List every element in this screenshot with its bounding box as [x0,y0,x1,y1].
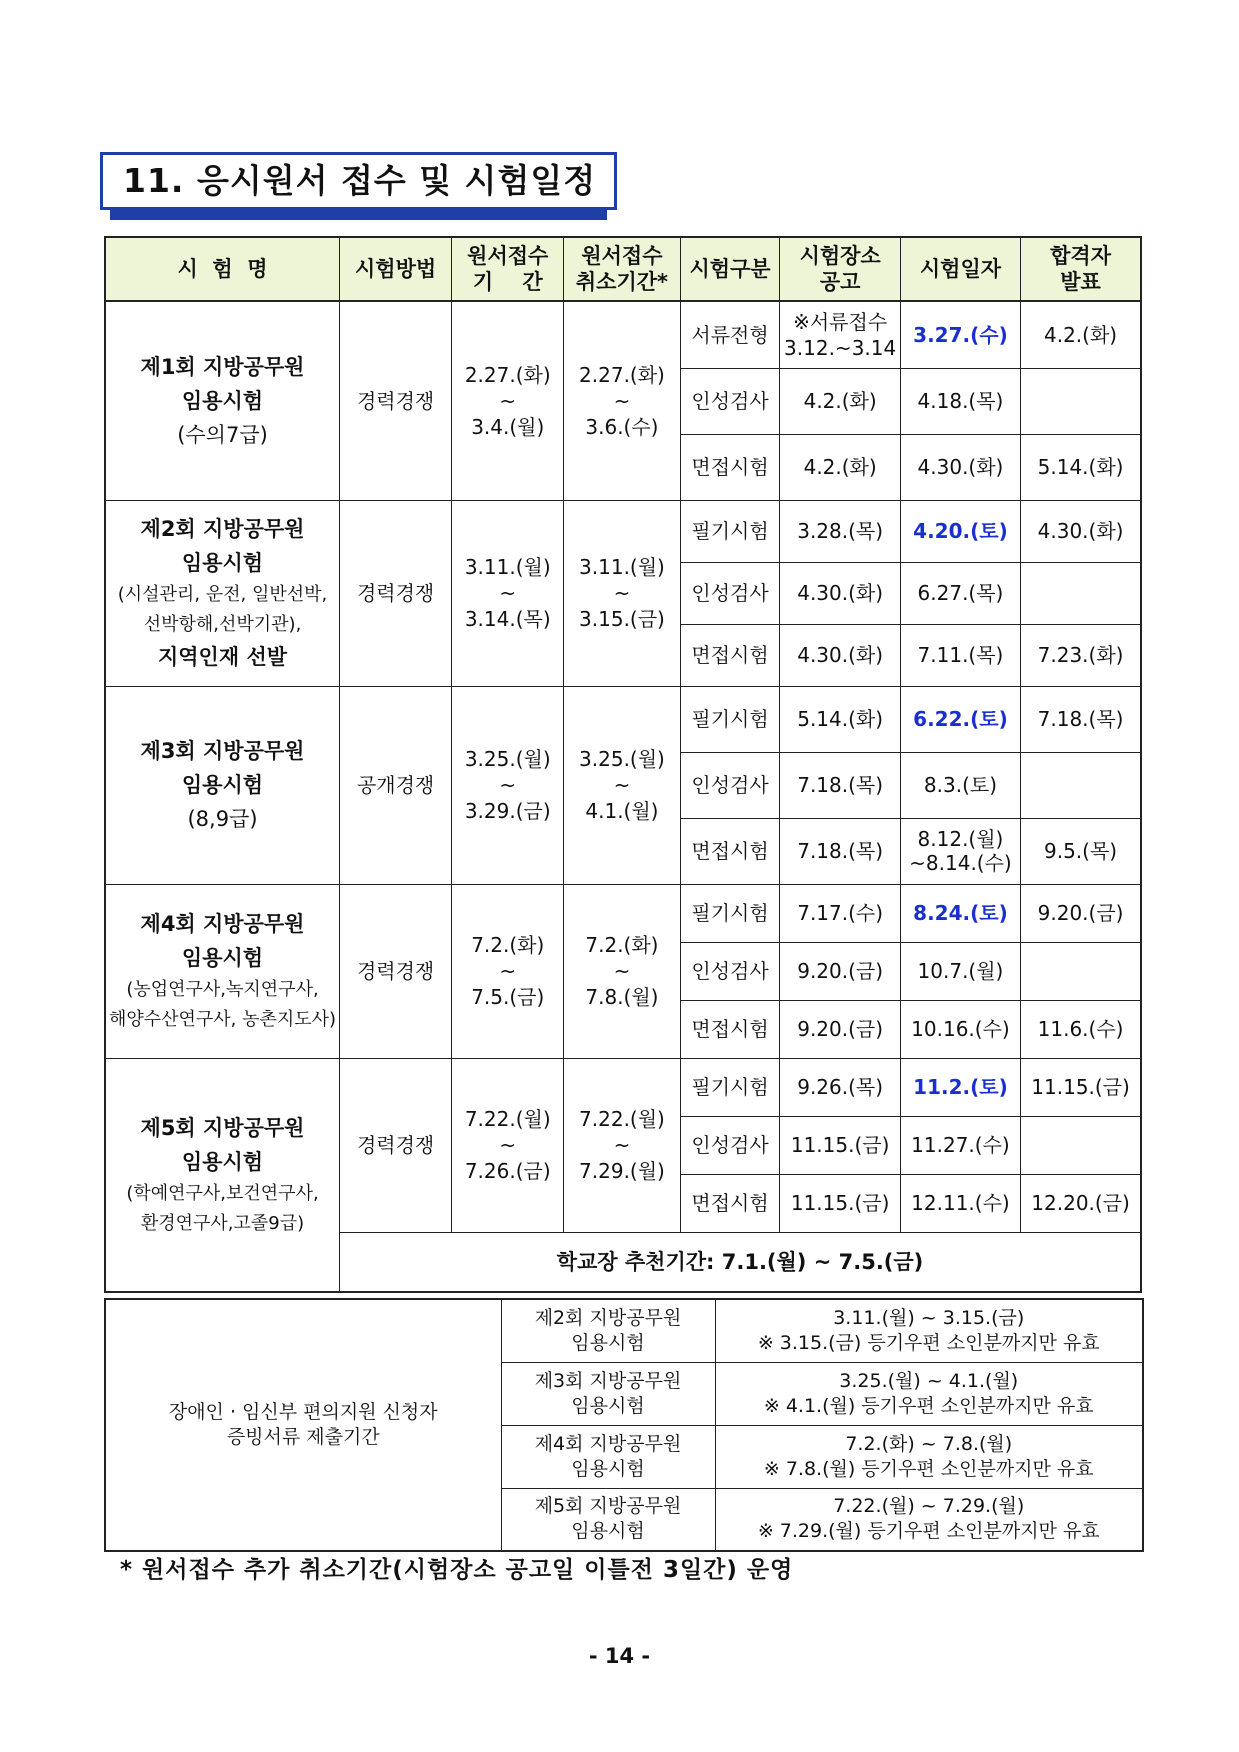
stage-type: 면접시험 [680,1174,780,1232]
exam-date: 11.27.(수) [900,1116,1020,1174]
venue-notice: 4.2.(화) [780,368,900,434]
apply-period: 7.22.(월) ~ 7.26.(금) [452,1058,564,1232]
result-date [1021,1116,1141,1174]
stage-type: 인성검사 [680,562,780,624]
exam-date: 8.24.(토) [900,884,1020,942]
cancel-period: 3.25.(월) ~ 4.1.(월) [564,686,680,884]
exam-name-cell: 제1회 지방공무원 임용시험 (수의7급) [105,301,340,500]
table-row [105,1299,1143,1362]
cancel-period: 2.27.(화) ~ 3.6.(수) [564,301,680,500]
header-exam-type: 시험구분 [680,237,780,301]
exam-date: 10.16.(수) [900,1000,1020,1058]
table-row [105,500,1141,562]
exam-date: 3.27.(수) [900,301,1020,368]
exam-date: 6.27.(목) [900,562,1020,624]
stage-type: 면접시험 [680,624,780,686]
accommodation-period: 7.22.(월) ~ 7.29.(월) ※ 7.29.(월) 등기우편 소인분까지만 유효 [715,1488,1143,1551]
venue-notice: 3.28.(목) [780,500,900,562]
cancel-period-footnote: * 원서접수 추가 취소기간(시험장소 공고일 이틀전 3일간) 운영 [120,1557,794,1583]
accommodation-period: 7.2.(화) ~ 7.8.(월) ※ 7.8.(월) 등기우편 소인분까지만 유효 [715,1425,1143,1488]
result-date: 9.20.(금) [1021,884,1141,942]
exam-date: 8.12.(월) ~8.14.(수) [900,818,1020,884]
header-exam-name: 시 험 명 [105,237,340,301]
accommodation-exam: 제2회 지방공무원 임용시험 [501,1299,715,1362]
venue-notice: 9.26.(목) [780,1058,900,1116]
cancel-period: 7.2.(화) ~ 7.8.(월) [564,884,680,1058]
accommodation-exam: 제3회 지방공무원 임용시험 [501,1362,715,1425]
venue-notice: 4.2.(화) [780,434,900,500]
exam-date: 7.11.(목) [900,624,1020,686]
exam-date: 10.7.(월) [900,942,1020,1000]
section-title: 11. 응시원서 접수 및 시험일정 [100,152,617,210]
table-row [105,884,1141,942]
result-date [1021,562,1141,624]
exam-name-cell: 제4회 지방공무원 임용시험 (농업연구사,녹지연구사, 해양수산연구사, 농촌지도사) [105,884,340,1058]
stage-type: 면접시험 [680,818,780,884]
apply-period: 7.2.(화) ~ 7.5.(금) [452,884,564,1058]
venue-notice: 11.15.(금) [780,1174,900,1232]
stage-type: 인성검사 [680,368,780,434]
exam-method: 공개경쟁 [340,686,452,884]
table-row [105,301,1141,368]
page-number: - 14 - [588,1644,651,1668]
result-date: 9.5.(목) [1021,818,1141,884]
exam-date: 12.11.(수) [900,1174,1020,1232]
header-apply-period: 원서접수 기 간 [452,237,564,301]
accommodation-exam: 제5회 지방공무원 임용시험 [501,1488,715,1551]
result-date: 12.20.(금) [1021,1174,1141,1232]
school-recommendation-note: 학교장 추천기간: 7.1.(월) ~ 7.5.(금) [340,1232,1141,1292]
exam-method: 경력경쟁 [340,1058,452,1232]
stage-type: 면접시험 [680,1000,780,1058]
result-date: 5.14.(화) [1021,434,1141,500]
stage-type: 면접시험 [680,434,780,500]
venue-notice: 7.18.(목) [780,752,900,818]
exam-date: 8.3.(토) [900,752,1020,818]
venue-notice: 9.20.(금) [780,942,900,1000]
apply-period: 3.11.(월) ~ 3.14.(목) [452,500,564,686]
apply-period: 2.27.(화) ~ 3.4.(월) [452,301,564,500]
venue-notice: 9.20.(금) [780,1000,900,1058]
exam-name-cell: 제5회 지방공무원 임용시험 (학예연구사,보건연구사, 환경연구사,고졸9급) [105,1058,340,1292]
stage-type: 인성검사 [680,1116,780,1174]
stage-type: 필기시험 [680,884,780,942]
section-title-box [100,152,597,210]
stage-type: 인성검사 [680,942,780,1000]
venue-notice: 4.30.(화) [780,562,900,624]
exam-schedule-table [104,236,1142,1293]
exam-name-cell: 제3회 지방공무원 임용시험 (8,9급) [105,686,340,884]
stage-type: 필기시험 [680,1058,780,1116]
result-date: 11.15.(금) [1021,1058,1141,1116]
exam-method: 경력경쟁 [340,500,452,686]
venue-notice: 5.14.(화) [780,686,900,752]
cancel-period: 3.11.(월) ~ 3.15.(금) [564,500,680,686]
exam-date: 4.30.(화) [900,434,1020,500]
header-cancel-period: 원서접수 취소기간* [564,237,680,301]
header-method: 시험방법 [340,237,452,301]
stage-type: 필기시험 [680,500,780,562]
table-row [105,1058,1141,1116]
header-result-announce: 합격자 발표 [1021,237,1141,301]
accommodation-label: 장애인 · 임신부 편의지원 신청자 증빙서류 제출기간 [105,1299,501,1551]
exam-date: 4.20.(토) [900,500,1020,562]
header-venue-notice: 시험장소 공고 [780,237,900,301]
result-date: 11.6.(수) [1021,1000,1141,1058]
result-date: 7.18.(목) [1021,686,1141,752]
result-date: 4.2.(화) [1021,301,1141,368]
accommodation-exam: 제4회 지방공무원 임용시험 [501,1425,715,1488]
accommodation-period: 3.25.(월) ~ 4.1.(월) ※ 4.1.(월) 등기우편 소인분까지만 유효 [715,1362,1143,1425]
apply-period: 3.25.(월) ~ 3.29.(금) [452,686,564,884]
accommodation-period: 3.11.(월) ~ 3.15.(금) ※ 3.15.(금) 등기우편 소인분까지만 유효 [715,1299,1143,1362]
stage-type: 서류전형 [680,301,780,368]
exam-name-cell: 제2회 지방공무원 임용시험 (시설관리, 운전, 일반선박, 선박항해,선박기관), 지역인재 선발 [105,500,340,686]
result-date [1021,752,1141,818]
exam-date: 4.18.(목) [900,368,1020,434]
venue-notice: 7.18.(목) [780,818,900,884]
cancel-period: 7.22.(월) ~ 7.29.(월) [564,1058,680,1232]
venue-notice: 11.15.(금) [780,1116,900,1174]
table-row [105,686,1141,752]
result-date [1021,942,1141,1000]
exam-method: 경력경쟁 [340,301,452,500]
result-date: 7.23.(화) [1021,624,1141,686]
venue-notice: 7.17.(수) [780,884,900,942]
stage-type: 인성검사 [680,752,780,818]
venue-notice: 4.30.(화) [780,624,900,686]
result-date [1021,368,1141,434]
exam-date: 6.22.(토) [900,686,1020,752]
exam-method: 경력경쟁 [340,884,452,1058]
result-date: 4.30.(화) [1021,500,1141,562]
header-exam-date: 시험일자 [900,237,1020,301]
accommodation-table [104,1298,1144,1552]
table-header-row [105,237,1141,301]
exam-date: 11.2.(토) [900,1058,1020,1116]
venue-notice: ※서류접수 3.12.~3.14 [780,301,900,368]
stage-type: 필기시험 [680,686,780,752]
